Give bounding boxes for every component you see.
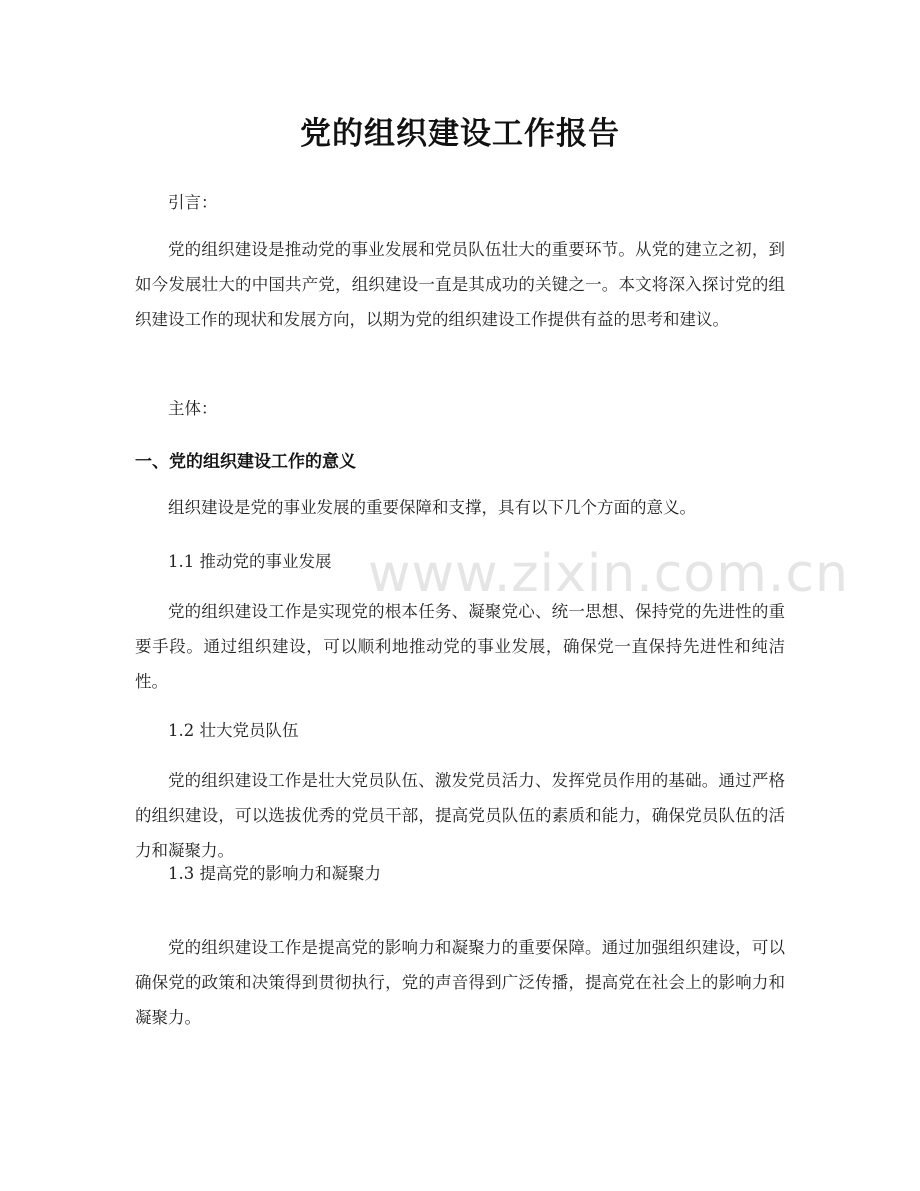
intro-paragraph: 党的组织建设是推动党的事业发展和党员队伍壮大的重要环节。从党的建立之初，到如今发展壮大的中国共产党，组织建设一直是其成功的关键之一。本文将深入探讨党的组织建设工作的现状和发展方向，以期为党的组织建设工作提供有益的思考和建议。 [135,240,785,329]
intro-label: 引言： [168,193,218,212]
subsection-text-2: 党的组织建设工作是壮大党员队伍、激发党员活力、发挥党员作用的基础。通过严格的组织建设，可以选拔优秀的党员干部，提高党员队伍的素质和能力，确保党员队伍的活力和凝聚力。 [135,771,785,860]
subsection-text-3: 党的组织建设工作是提高党的影响力和凝聚力的重要保障。通过加强组织建设，可以确保党的政策和决策得到贯彻执行，党的声音得到广泛传播，提高党在社会上的影响力和凝聚力。 [135,938,785,1027]
subsection-title-3: 1.3 提高党的影响力和凝聚力 [168,864,381,883]
section-heading: 一、党的组织建设工作的意义 [135,452,356,472]
body-label: 主体： [168,399,218,418]
subsection-title-2: 1.2 壮大党员队伍 [168,721,299,740]
document-title: 党的组织建设工作报告 [300,116,620,152]
subsection-text-1: 党的组织建设工作是实现党的根本任务、凝聚党心、统一思想、保持党的先进性的重要手段。通过组织建设，可以顺利地推动党的事业发展，确保党一直保持先进性和纯洁性。 [135,602,785,691]
section-intro-paragraph: 组织建设是党的事业发展的重要保障和支撑，具有以下几个方面的意义。 [168,498,696,517]
watermark-text: www.zixin.com.cn [368,544,849,604]
subsection-title-1: 1.1 推动党的事业发展 [168,552,332,571]
